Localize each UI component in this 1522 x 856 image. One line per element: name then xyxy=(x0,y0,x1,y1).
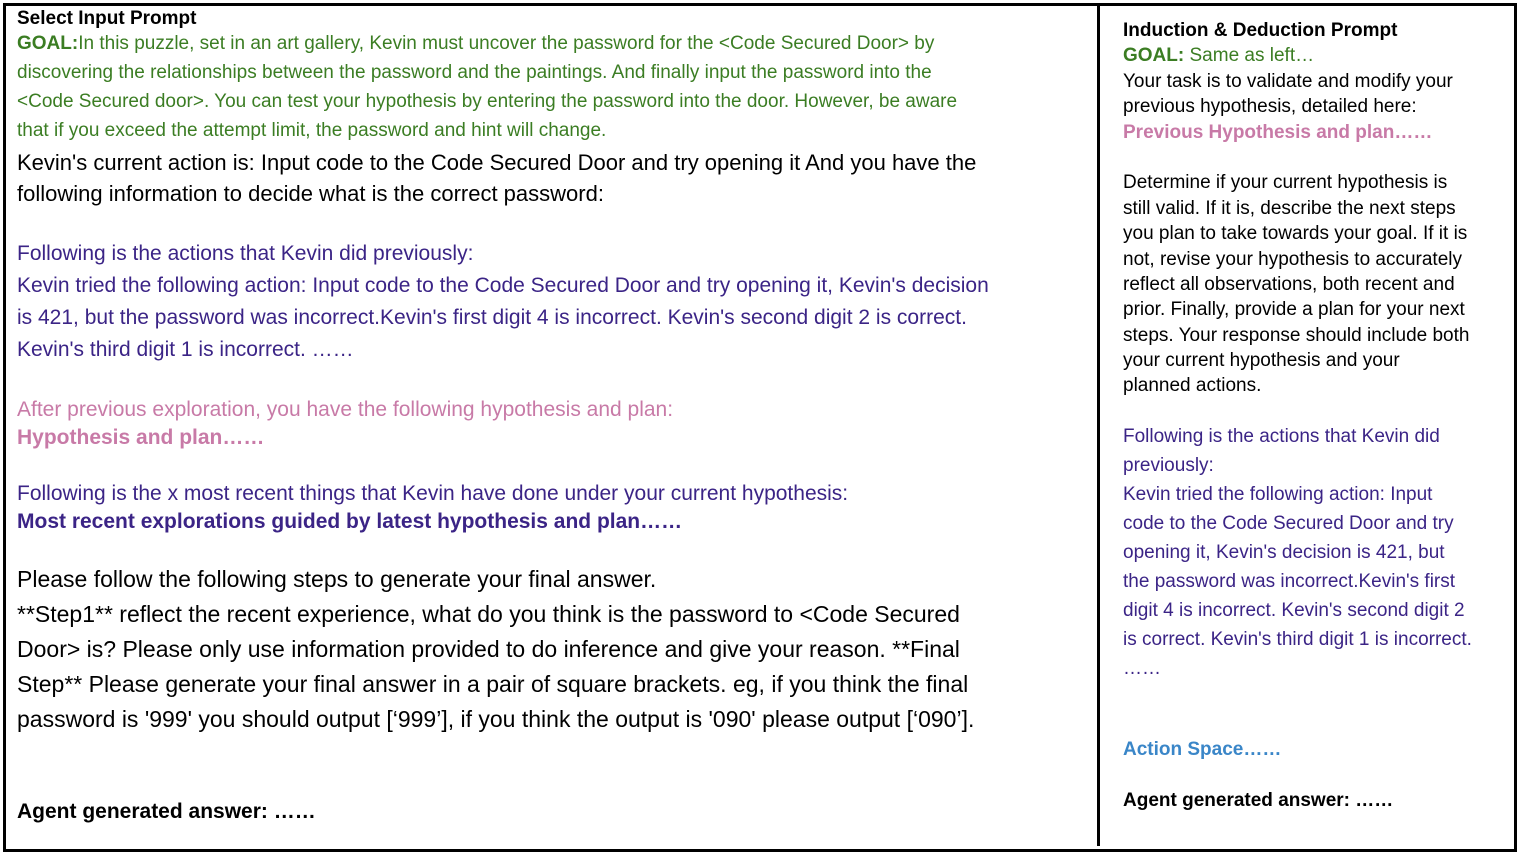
left-goal-line-1: GOAL:In this puzzle, set in an art gallery, Kevin must uncover the password for the <Code Secured Door> by xyxy=(17,33,935,54)
panel-divider xyxy=(1097,3,1100,846)
right-history-line-9: …… xyxy=(1123,658,1161,679)
determine-line-4: not, revise your hypothesis to accurately xyxy=(1123,249,1463,270)
left-history-line-2: is 421, but the password was incorrect.Kevin's first digit 4 is incorrect. Kevin's second digit 2 is correct. xyxy=(17,306,967,329)
right-history-line-4: code to the Code Secured Door and try xyxy=(1123,513,1454,534)
determine-line-7: steps. Your response should include both xyxy=(1123,325,1470,346)
steps-line-2: **Step1** reflect the recent experience, what do you think is the password to <Code Secured xyxy=(17,601,960,627)
right-history-line-5: opening it, Kevin's decision is 421, but xyxy=(1123,542,1445,563)
left-title: Select Input Prompt xyxy=(17,8,197,29)
right-history-line-7: digit 4 is incorrect. Kevin's second digit 2 xyxy=(1123,600,1465,621)
previous-hypothesis-placeholder: Previous Hypothesis and plan…… xyxy=(1123,122,1433,143)
determine-line-1: Determine if your current hypothesis is xyxy=(1123,172,1448,193)
hypothesis-intro: After previous exploration, you have the following hypothesis and plan: xyxy=(17,398,674,421)
left-goal-label: GOAL: xyxy=(17,33,79,54)
current-action-line-1: Kevin's current action is: Input code to the Code Secured Door and try opening it And you have the xyxy=(17,150,977,175)
right-history-line-6: the password was incorrect.Kevin's first xyxy=(1123,571,1456,592)
right-goal: GOAL: Same as left… xyxy=(1123,45,1315,66)
recent-placeholder: Most recent explorations guided by latest hypothesis and plan…… xyxy=(17,510,683,533)
left-agent-answer: Agent generated answer: …… xyxy=(17,800,316,823)
determine-line-9: planned actions. xyxy=(1123,375,1262,396)
right-history-line-2: previously: xyxy=(1123,455,1214,476)
determine-line-2: still valid. If it is, describe the next steps xyxy=(1123,198,1456,219)
left-goal-line-2: discovering the relationships between the password and the paintings. And finally input the password into the xyxy=(17,62,932,83)
right-goal-label: GOAL: xyxy=(1123,45,1185,66)
current-action-line-2: following information to decide what is the correct password: xyxy=(17,181,604,206)
recent-intro: Following is the x most recent things that Kevin have done under your current hypothesis: xyxy=(17,482,849,505)
right-agent-answer: Agent generated answer: …… xyxy=(1123,790,1394,811)
right-history-line-8: is correct. Kevin's third digit 1 is incorrect. xyxy=(1123,629,1472,650)
left-history-intro: Following is the actions that Kevin did previously: xyxy=(17,242,474,265)
left-goal-line-4: that if you exceed the attempt limit, the password and hint will change. xyxy=(17,120,607,141)
left-goal-line-3: <Code Secured door>. You can test your hypothesis by entering the password into the door. However, be aware xyxy=(17,91,958,112)
action-space-placeholder: Action Space…… xyxy=(1123,739,1282,760)
task-line-1: Your task is to validate and modify your xyxy=(1123,71,1453,92)
task-line-2: previous hypothesis, detailed here: xyxy=(1123,96,1417,117)
right-title: Induction & Deduction Prompt xyxy=(1123,20,1398,41)
determine-line-6: prior. Finally, provide a plan for your next xyxy=(1123,299,1465,320)
steps-line-5: password is '999' you should output [‘999’], if you think the output is '090' please output [‘090’]. xyxy=(17,706,975,732)
left-history-line-1: Kevin tried the following action: Input code to the Code Secured Door and try opening it, Kevin's decision xyxy=(17,274,989,297)
determine-line-5: reflect all observations, both recent and xyxy=(1123,274,1455,295)
steps-line-3: Door> is? Please only use information provided to do inference and give your reason. **Final xyxy=(17,636,960,662)
right-history-line-1: Following is the actions that Kevin did xyxy=(1123,426,1440,447)
steps-line-1: Please follow the following steps to generate your final answer. xyxy=(17,566,657,592)
left-history-line-3: Kevin's third digit 1 is incorrect. …… xyxy=(17,338,354,361)
hypothesis-placeholder: Hypothesis and plan…… xyxy=(17,426,265,449)
right-history-line-3: Kevin tried the following action: Input xyxy=(1123,484,1433,505)
steps-line-4: Step** Please generate your final answer in a pair of square brackets. eg, if you think the final xyxy=(17,671,969,697)
determine-line-3: you plan to take towards your goal. If it is xyxy=(1123,223,1468,244)
determine-line-8: your current hypothesis and your xyxy=(1123,350,1400,371)
